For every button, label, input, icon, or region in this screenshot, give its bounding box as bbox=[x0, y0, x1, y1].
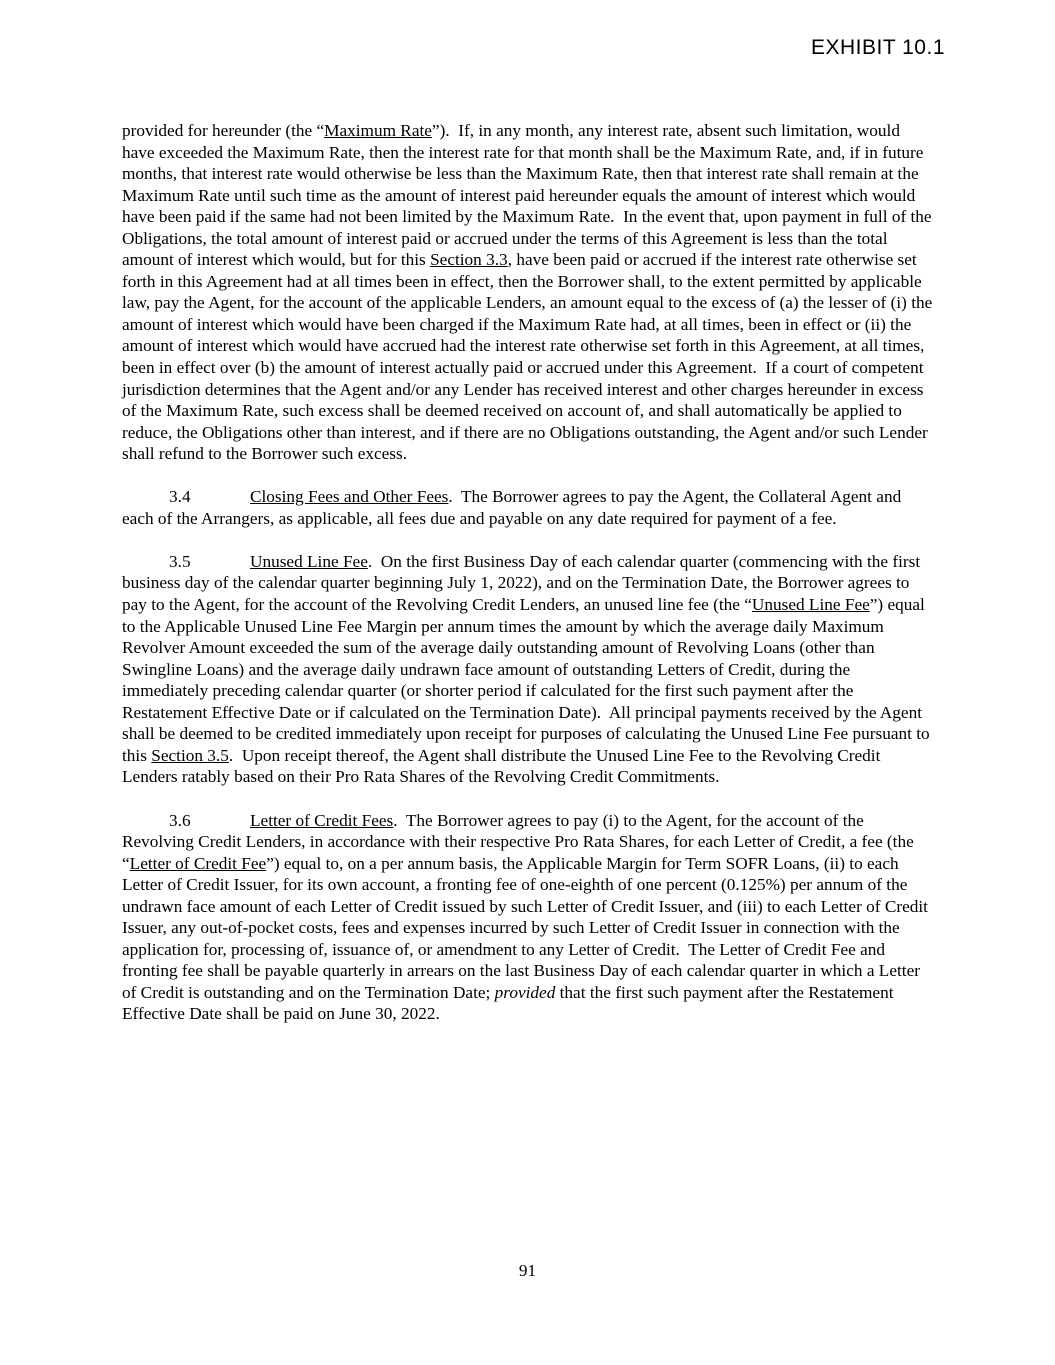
paragraph-section-3-6-letter-of-credit-fees: 3.6 Letter of Credit Fees. The Borrower agrees to pay (i) to the Agent, for the account of the Revolving Credit Lenders, in accordance with their respective Pro Rata Shares, for each Letter of Credit, a fee (the “Letter of Credit Fee”) equal to, on a per annum basis, the Applicable Margin for Term SOFR Loans, (ii) to each Letter of Credit Issuer, for its own account, a fronting fee of one-eighth of one percent (0.125%) per annum of the undrawn face amount of each Letter of Credit issued by such Letter of Credit Issuer, and (iii) to each Letter of Credit Issuer, any out-of-pocket costs, fees and expenses incurred by such Letter of Credit Issuer in connection with the application for, processing of, issuance of, or amendment to any Letter of Credit. The Letter of Credit Fee and fronting fee shall be payable quarterly in arrears on the last Business Day of each calendar quarter in which a Letter of Credit is outstanding and on the Termination Date; provided that the first such payment after the Restatement Effective Date shall be paid on June 30, 2022. bbox=[122, 810, 933, 1024]
exhibit-label: EXHIBIT 10.1 bbox=[810, 36, 945, 59]
paragraph-section-3-5-unused-line-fee: 3.5 Unused Line Fee. On the first Business Day of each calendar quarter (commencing with the first business day of the calendar quarter beginning July 1, 2022), and on the Termination Date, the Borrower agrees to pay to the Agent, for the account of the Revolving Credit Lenders, an unused line fee (the “Unused Line Fee”) equal to the Applicable Unused Line Fee Margin per annum times the amount by which the average daily Maximum Revolver Amount exceeded the sum of the average daily outstanding amount of Revolving Loans (other than Swingline Loans) and the average daily undrawn face amount of outstanding Letters of Credit, during the immediately preceding calendar quarter (or shorter period if calculated for the first such payment after the Restatement Effective Date or if calculated on the Termination Date). All principal payments received by the Agent shall be deemed to be credited immediately upon receipt for purposes of calculating the Unused Line Fee pursuant to this Section 3.5. Upon receipt thereof, the Agent shall distribute the Unused Line Fee to the Revolving Credit Lenders ratably based on their Pro Rata Shares of the Revolving Credit Commitments. bbox=[122, 551, 934, 787]
page-number: 91 bbox=[518, 1261, 537, 1280]
document-body bbox=[122, 120, 937, 1025]
paragraph-section-3-4-closing-fees: 3.4 Closing Fees and Other Fees. The Borrower agrees to pay the Agent, the Collateral Agent and each of the Arrangers, as applicable, all fees due and payable on any date required for payment of a fee. bbox=[122, 487, 906, 528]
paragraph-maximum-rate-continuation: provided for hereunder (the “Maximum Rate”). If, in any month, any interest rate, absent such limitation, would have exceeded the Maximum Rate, then the interest rate for that month shall be the Maximum Rate, and, if in future months, that interest rate would otherwise be less than the Maximum Rate, then that interest rate shall remain at the Maximum Rate until such time as the amount of interest paid hereunder equals the amount of interest which would have been paid if the same had not been limited by the Maximum Rate. In the event that, upon payment in full of the Obligations, the total amount of interest paid or accrued under the terms of this Agreement is less than the total amount of interest which would, but for this Section 3.3, have been paid or accrued if the interest rate otherwise set forth in this Agreement had at all times been in effect, then the Borrower shall, to the extent permitted by applicable law, pay the Agent, for the account of the applicable Lenders, an amount equal to the excess of (a) the lesser of (i) the amount of interest which would have been charged if the Maximum Rate had, at all times, been in effect or (ii) the amount of interest which would have accrued had the interest rate otherwise set forth in this Agreement, at all times, been in effect over (b) the amount of interest actually paid or accrued under this Agreement. If a court of competent jurisdiction determines that the Agent and/or any Lender has received interest and other charges hereunder in excess of the Maximum Rate, such excess shall be deemed received on account of, and shall automatically be applied to reduce, the Obligations other than interest, and if there are no Obligations outstanding, the Agent and/or such Lender shall refund to the Borrower such excess. bbox=[122, 121, 937, 464]
